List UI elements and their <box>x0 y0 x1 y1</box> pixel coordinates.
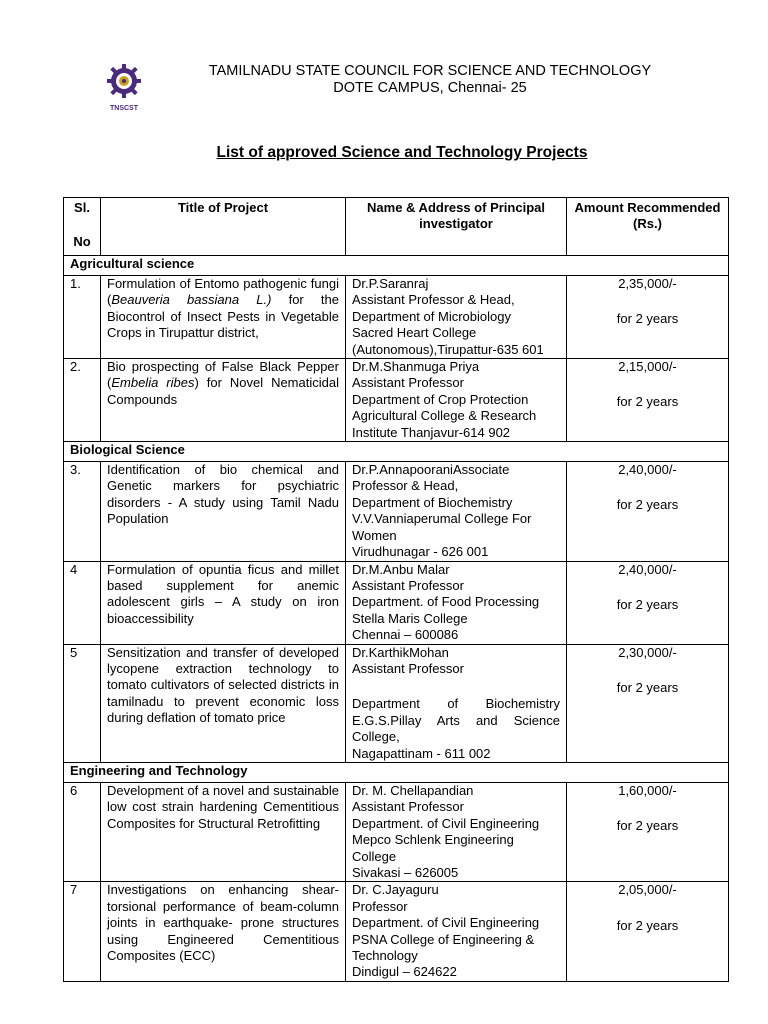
project-title-cell <box>101 644 346 762</box>
pi-line: Dr. M. Chellapandian <box>352 782 474 798</box>
pi-line: Department of Biochemistry E.G.S.Pillay Arts and Science College, <box>352 696 560 745</box>
amount-cell <box>567 359 729 442</box>
pi-line: Agricultural College & Research Institute Thanjavur-614 902 <box>352 408 537 440</box>
pi-line: Professor <box>352 898 408 914</box>
species-name: Beauveria bassiana L.) <box>111 292 272 308</box>
duration-value: for 2 years <box>616 497 679 513</box>
principal-investigator-cell <box>346 882 567 981</box>
project-title-cell <box>101 561 346 644</box>
amount-value: 2,05,000/- <box>618 882 677 898</box>
pi-line: Dindigul – 624622 <box>352 964 457 980</box>
pi-line: Dr. C.Jayaguru <box>352 882 439 898</box>
pi-line: Department. of Civil Engineering <box>352 915 540 931</box>
pi-line: (Autonomous),Tirupattur-635 601 <box>352 341 544 357</box>
project-title-cell <box>101 359 346 442</box>
amount-gap <box>573 292 722 311</box>
pi-line: Dr.P.AnnapooraniAssociate Professor & Head, <box>352 462 510 494</box>
amount-cell <box>567 462 729 561</box>
principal-investigator-cell <box>346 359 567 442</box>
title-text: Identification of bio chemical and Genetic markers for psychiatric disorders - A study using Tamil Nadu Population <box>107 462 339 527</box>
document-title: List of approved Science and Technology Projects <box>216 144 588 161</box>
principal-investigator-cell <box>346 561 567 644</box>
duration-value: for 2 years <box>616 394 679 410</box>
amount-gap <box>573 578 722 597</box>
pi-header: Name & Address of Principal investigator <box>346 198 567 256</box>
table-row <box>64 882 729 981</box>
amount-value: 2,40,000/- <box>618 462 677 478</box>
duration-value: for 2 years <box>616 917 679 933</box>
table-header-row <box>64 198 729 256</box>
pi-line <box>352 677 560 696</box>
pi-line: Dr.M.Shanmuga Priya <box>352 359 480 375</box>
table-row <box>64 462 729 561</box>
amount-gap <box>573 375 722 394</box>
pi-line: Dr.M.Anbu Malar <box>352 561 450 577</box>
sl-no-cell: 5 <box>64 644 101 762</box>
table-row <box>64 276 729 359</box>
principal-investigator-cell <box>346 644 567 762</box>
pi-line: Dr.KarthikMohan <box>352 644 449 660</box>
pi-line: Assistant Professor <box>352 577 464 593</box>
pi-line: Department of Biochemistry <box>352 494 513 510</box>
amount-value: 2,35,000/- <box>618 276 677 291</box>
sl-no-cell: 3. <box>64 462 101 561</box>
pi-line: PSNA College of Engineering & Technology <box>352 931 535 964</box>
project-title-cell <box>101 782 346 881</box>
amount-value: 1,60,000/- <box>618 782 677 798</box>
table-row <box>64 644 729 762</box>
section-row <box>64 762 729 782</box>
sl-no-cell: 6 <box>64 782 101 881</box>
amount-header: Amount Recommended (Rs.) <box>567 198 729 256</box>
pi-line: Chennai – 600086 <box>352 627 459 643</box>
title-text: Investigations on enhancing shear-torsional performance of beam-column joints in earthquake- prone structures using Engineered Cementitious Composites (ECC) <box>107 882 339 964</box>
tnscst-logo <box>104 62 144 114</box>
project-title-cell <box>101 882 346 981</box>
title-text: Bio prospecting of False Black Pepper ( <box>107 359 339 391</box>
org-name: TAMILNADU STATE COUNCIL FOR SCIENCE AND TECHNOLOGY <box>208 63 652 79</box>
amount-cell <box>567 644 729 762</box>
table-row <box>64 561 729 644</box>
table-row <box>64 359 729 442</box>
species-name: Embelia ribes <box>111 375 195 391</box>
sl-no-cell: 4 <box>64 561 101 644</box>
duration-value: for 2 years <box>616 679 679 695</box>
amount-cell <box>567 276 729 359</box>
pi-line: Stella Maris College <box>352 610 468 626</box>
pi-line: Assistant Professor <box>352 660 464 676</box>
svg-text:TNSCST: TNSCST <box>110 105 138 112</box>
section-heading: Agricultural science <box>64 256 729 276</box>
org-header <box>180 63 680 97</box>
amount-cell <box>567 782 729 881</box>
amount-gap <box>573 661 722 680</box>
pi-line: Nagapattinam - 611 002 <box>352 745 491 761</box>
pi-line: Virudhunagar - 626 001 <box>352 544 489 560</box>
org-address: DOTE CAMPUS, Chennai- 25 <box>333 80 527 96</box>
pi-line: Department of Crop Protection <box>352 391 529 407</box>
title-text: Development of a novel and sustainable low cost strain hardening Cementitious Composites for Structural Retrofitting <box>107 782 339 831</box>
pi-line: V.V.Vanniaperumal College For Women <box>352 511 532 543</box>
amount-value: 2,30,000/- <box>618 644 677 660</box>
title-header: Title of Project <box>101 198 346 256</box>
pi-line: Department. of Civil Engineering <box>352 815 540 831</box>
amount-value: 2,40,000/- <box>618 561 677 577</box>
pi-line: Department of Microbiology <box>352 308 511 324</box>
pi-line: Assistant Professor & Head, <box>352 292 515 308</box>
principal-investigator-cell <box>346 462 567 561</box>
project-title-cell <box>101 276 346 359</box>
principal-investigator-cell <box>346 276 567 359</box>
sl-no-cell: 1. <box>64 276 101 359</box>
section-row <box>64 442 729 462</box>
section-row <box>64 256 729 276</box>
amount-cell <box>567 882 729 981</box>
sl-no-header: Sl. No <box>64 198 101 256</box>
amount-cell <box>567 561 729 644</box>
duration-value: for 2 years <box>616 818 679 834</box>
project-title-cell <box>101 462 346 561</box>
title-text: Formulation of Entomo pathogenic fungi ( <box>107 276 339 308</box>
title-text: Formulation of opuntia ficus and millet based supplement for anemic adolescent girls – A study on iron bioaccessibility <box>107 561 339 626</box>
pi-line: Dr.P.Saranraj <box>352 276 429 291</box>
pi-line: Department. of Food Processing <box>352 594 540 610</box>
pi-line: Sivakasi – 626005 <box>352 865 459 880</box>
gear-emblem-icon <box>104 62 144 114</box>
sl-no-cell: 2. <box>64 359 101 442</box>
section-heading: Engineering and Technology <box>64 762 729 782</box>
amount-gap <box>573 478 722 497</box>
title-text: Sensitization and transfer of developed lycopene extraction technology to tomato cultivators of selected districts in tamilnadu to prevent economic loss during deflation of tomato price <box>107 644 339 726</box>
pi-line: Assistant Professor <box>352 375 464 391</box>
pi-line: Sacred Heart College <box>352 325 477 341</box>
pi-line: Mepco Schlenk Engineering College <box>352 832 514 864</box>
title-text: ) for Novel Nematicidal Compounds <box>107 375 339 407</box>
projects-table <box>63 197 729 982</box>
title-text: for the Biocontrol of Insect Pests in Vegetable Crops in Tirupattur district, <box>107 292 339 341</box>
principal-investigator-cell <box>346 782 567 881</box>
amount-gap <box>573 899 722 918</box>
section-heading: Biological Science <box>64 442 729 462</box>
table-row <box>64 782 729 881</box>
duration-value: for 2 years <box>616 596 679 612</box>
sl-no-cell: 7 <box>64 882 101 981</box>
amount-gap <box>573 799 722 818</box>
amount-value: 2,15,000/- <box>618 359 677 375</box>
pi-line: Assistant Professor <box>352 799 464 815</box>
duration-value: for 2 years <box>616 311 679 327</box>
